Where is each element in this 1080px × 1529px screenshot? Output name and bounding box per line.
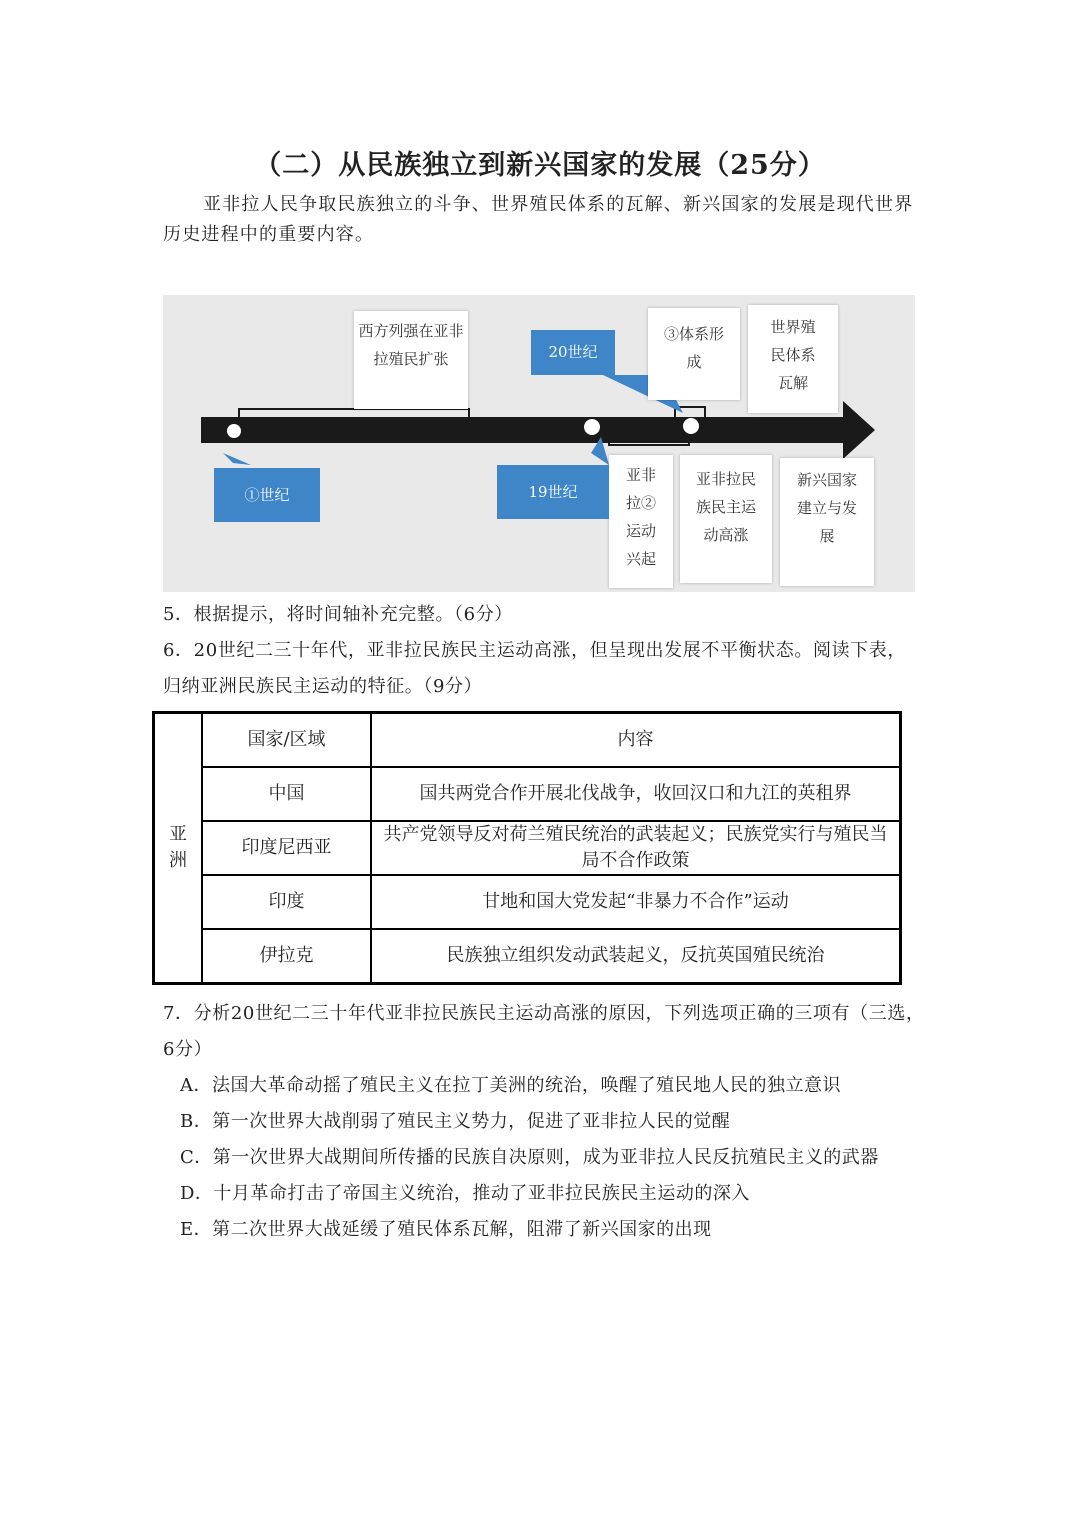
callout-20th-century: 20世纪 (531, 330, 615, 375)
table-row (154, 875, 901, 929)
question-7-line1: 7．分析20世纪二三十年代亚非拉民族民主运动高涨的原因，下列选项正确的三项有（三选， (163, 1003, 925, 1024)
cell-content: 民族独立组织发动武装起义，反抗英国殖民统治 (371, 929, 901, 984)
timeline-node-1 (227, 424, 241, 438)
cell-country: 中国 (202, 767, 371, 821)
cell-content: 国共两党合作开展北伐战争，收回汉口和九江的英租界 (371, 767, 901, 821)
option-d: D．十月革命打击了帝国主义统治，推动了亚非拉民族民主运动的深入 (180, 1183, 750, 1204)
timeline-node-3 (683, 418, 699, 434)
region-label: 亚洲 (169, 824, 187, 871)
timeline-box-movement-rise: 亚非拉②运动兴起 (609, 455, 673, 588)
option-e: E．第二次世界大战延缓了殖民体系瓦解，阻滞了新兴国家的出现 (180, 1219, 712, 1240)
asia-movement-table (152, 711, 902, 985)
cell-content: 甘地和国大党发起“非暴力不合作”运动 (371, 875, 901, 929)
timeline-box-colonial-expansion: 西方列强在亚非拉殖民扩张 (354, 311, 468, 409)
table-header-row (154, 713, 901, 768)
cell-country: 印度尼西亚 (202, 821, 371, 875)
table-row (154, 929, 901, 984)
option-b: B．第一次世界大战削弱了殖民主义势力，促进了亚非拉人民的觉醒 (180, 1111, 731, 1132)
question-5: 5．根据提示，将时间轴补充完整。（6分） (163, 604, 513, 625)
timeline-node-2 (584, 419, 600, 435)
question-6-line2: 归纳亚洲民族民主运动的特征。（9分） (163, 676, 483, 697)
timeline-box-movement-surge: 亚非拉民族民主运动高涨 (680, 455, 772, 583)
header-country: 国家/区域 (202, 713, 371, 768)
header-content: 内容 (371, 713, 901, 768)
timeline-figure (163, 295, 915, 592)
timeline-box-new-nations: 新兴国家建立与发展 (780, 458, 874, 586)
table-row (154, 767, 901, 821)
callout-19th-century: 19世纪 (497, 465, 609, 519)
callout-century-1: ①世纪 (214, 468, 320, 522)
option-c: C．第一次世界大战期间所传播的民族自决原则，成为亚非拉人民反抗殖民主义的武器 (180, 1147, 879, 1168)
cell-content: 共产党领导反对荷兰殖民统治的武装起义；民族党实行与殖民当局不合作政策 (371, 821, 901, 875)
region-cell (154, 713, 203, 984)
timeline-box-system-formed: ③体系形成 (648, 308, 740, 400)
question-7-line2: 6分） (163, 1039, 213, 1060)
question-6-line1: 6．20世纪二三十年代，亚非拉民族民主运动高涨，但呈现出发展不平衡状态。阅读下表， (163, 640, 906, 661)
section-title: （二）从民族独立到新兴国家的发展（25分） (254, 150, 826, 181)
option-a: A．法国大革命动摇了殖民主义在拉丁美洲的统治，唤醒了殖民地人民的独立意识 (180, 1075, 841, 1096)
cell-country: 印度 (202, 875, 371, 929)
intro-paragraph: 亚非拉人民争取民族独立的斗争、世界殖民体系的瓦解、新兴国家的发展是现代世界历史进程中的重要内容。 (163, 194, 914, 245)
table-row (154, 821, 901, 875)
cell-country: 伊拉克 (202, 929, 371, 984)
timeline-box-system-collapse: 世界殖民体系瓦解 (748, 305, 838, 413)
